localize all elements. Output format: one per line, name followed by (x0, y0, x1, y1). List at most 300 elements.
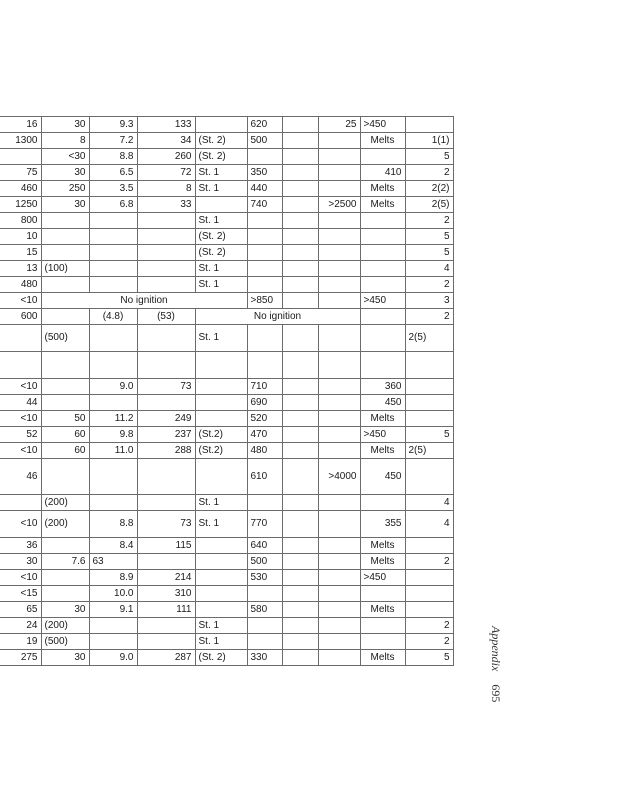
table-cell (137, 634, 195, 650)
table-cell: 4 (405, 495, 453, 511)
table-row (0, 165, 453, 181)
table-cell: >450 (360, 570, 405, 586)
table-cell (195, 352, 247, 379)
table-cell: 33 (137, 197, 195, 213)
table-cell: 2 (405, 618, 453, 634)
table-row (0, 411, 453, 427)
table-cell (137, 554, 195, 570)
table-cell (195, 554, 247, 570)
table-cell (318, 165, 360, 181)
table-cell: 60 (41, 443, 89, 459)
table-cell: 770 (247, 511, 282, 538)
table-row (0, 495, 453, 511)
table-cell: No ignition (41, 293, 247, 309)
table-cell: (500) (41, 325, 89, 352)
table-cell (282, 325, 318, 352)
table-cell (360, 309, 405, 325)
table-cell: 75 (0, 165, 41, 181)
table-cell (318, 427, 360, 443)
table-cell: 3.5 (89, 181, 137, 197)
table-cell: 30 (0, 554, 41, 570)
table-cell (282, 618, 318, 634)
table-row (0, 309, 453, 325)
table-cell (282, 570, 318, 586)
table-cell (41, 570, 89, 586)
table-cell: 65 (0, 602, 41, 618)
table-cell: 46 (0, 459, 41, 495)
table-cell: (St.2) (195, 427, 247, 443)
table-row (0, 245, 453, 261)
table-cell: <30 (41, 149, 89, 165)
table-cell: 34 (137, 133, 195, 149)
table-cell (137, 352, 195, 379)
table-cell: 310 (137, 586, 195, 602)
table-cell (195, 395, 247, 411)
table-cell: >450 (360, 293, 405, 309)
table-cell: 350 (247, 165, 282, 181)
table-cell (195, 602, 247, 618)
table-cell (89, 277, 137, 293)
table-cell: 5 (405, 149, 453, 165)
table-cell: (St. 2) (195, 245, 247, 261)
table-cell (360, 586, 405, 602)
table-cell: 3 (405, 293, 453, 309)
table-cell (89, 352, 137, 379)
table-cell: St. 1 (195, 181, 247, 197)
table-cell (318, 245, 360, 261)
table-cell: 440 (247, 181, 282, 197)
table-cell: 288 (137, 443, 195, 459)
table-cell (318, 511, 360, 538)
table-cell (318, 325, 360, 352)
table-cell (282, 352, 318, 379)
table-row (0, 511, 453, 538)
table-cell: 6.5 (89, 165, 137, 181)
table-cell (360, 618, 405, 634)
table-cell: 2(5) (405, 325, 453, 352)
table-cell: >2500 (318, 197, 360, 213)
table-cell (247, 213, 282, 229)
table-cell (318, 618, 360, 634)
table-cell: 2(2) (405, 181, 453, 197)
table-cell: 275 (0, 650, 41, 666)
table-cell (0, 325, 41, 352)
table-row (0, 229, 453, 245)
table-row (0, 459, 453, 495)
table-cell: 8.8 (89, 149, 137, 165)
table-cell (247, 495, 282, 511)
table-cell (41, 213, 89, 229)
table-cell: 530 (247, 570, 282, 586)
table-cell: 8.4 (89, 538, 137, 554)
table-cell (282, 117, 318, 133)
table-cell (282, 277, 318, 293)
table-cell (282, 650, 318, 666)
table-cell (318, 352, 360, 379)
table-cell: 249 (137, 411, 195, 427)
data-table-wrapper (0, 116, 454, 666)
table-cell: Melts (360, 411, 405, 427)
table-cell (282, 379, 318, 395)
table-cell (137, 277, 195, 293)
table-cell (282, 443, 318, 459)
page-footer (483, 626, 503, 726)
table-cell (318, 443, 360, 459)
table-cell (282, 495, 318, 511)
table-cell: (St. 2) (195, 229, 247, 245)
table-cell (360, 495, 405, 511)
table-cell: 8 (137, 181, 195, 197)
table-cell: Melts (360, 602, 405, 618)
table-cell: 1300 (0, 133, 41, 149)
table-row (0, 395, 453, 411)
table-cell: 73 (137, 379, 195, 395)
table-cell: <10 (0, 293, 41, 309)
table-cell: St. 1 (195, 634, 247, 650)
table-cell: 360 (360, 379, 405, 395)
table-cell: 50 (41, 411, 89, 427)
table-cell: Melts (360, 554, 405, 570)
table-cell (0, 149, 41, 165)
table-cell (137, 261, 195, 277)
table-cell: 260 (137, 149, 195, 165)
table-cell (282, 634, 318, 650)
table-row (0, 427, 453, 443)
table-cell: <10 (0, 443, 41, 459)
table-cell: 13 (0, 261, 41, 277)
table-row (0, 181, 453, 197)
table-cell: 450 (360, 395, 405, 411)
page-number: 695 (489, 684, 503, 703)
table-cell: <10 (0, 411, 41, 427)
table-cell (89, 634, 137, 650)
table-cell (318, 495, 360, 511)
table-cell (318, 650, 360, 666)
table-cell: 450 (360, 459, 405, 495)
table-cell (360, 352, 405, 379)
table-cell (360, 229, 405, 245)
table-cell (137, 618, 195, 634)
table-cell (318, 229, 360, 245)
table-cell (195, 379, 247, 395)
table-cell: 11.0 (89, 443, 137, 459)
table-cell (282, 149, 318, 165)
table-body (0, 117, 453, 666)
table-cell (247, 277, 282, 293)
table-cell: 237 (137, 427, 195, 443)
table-cell (318, 379, 360, 395)
table-cell (318, 411, 360, 427)
table-cell: <10 (0, 379, 41, 395)
table-cell (247, 149, 282, 165)
table-cell: 330 (247, 650, 282, 666)
table-cell: 640 (247, 538, 282, 554)
table-cell: <10 (0, 570, 41, 586)
table-cell (405, 352, 453, 379)
table-cell: <10 (0, 511, 41, 538)
table-cell (282, 213, 318, 229)
table-cell (41, 459, 89, 495)
table-cell: 740 (247, 197, 282, 213)
table-cell: 133 (137, 117, 195, 133)
table-cell: Melts (360, 133, 405, 149)
table-cell (282, 181, 318, 197)
table-cell: 470 (247, 427, 282, 443)
table-cell: (100) (41, 261, 89, 277)
table-cell: 30 (41, 117, 89, 133)
table-cell (318, 570, 360, 586)
table-cell: 111 (137, 602, 195, 618)
table-cell: >450 (360, 117, 405, 133)
table-cell: 9.8 (89, 427, 137, 443)
table-cell (360, 277, 405, 293)
table-cell (137, 213, 195, 229)
table-cell (89, 229, 137, 245)
table-cell: St. 1 (195, 213, 247, 229)
table-cell: 52 (0, 427, 41, 443)
table-cell (137, 325, 195, 352)
table-cell (195, 586, 247, 602)
table-cell (247, 352, 282, 379)
table-cell: 63 (89, 554, 137, 570)
table-cell: St. 1 (195, 618, 247, 634)
table-cell (41, 586, 89, 602)
table-cell: 7.2 (89, 133, 137, 149)
table-cell (318, 133, 360, 149)
table-cell: 19 (0, 634, 41, 650)
table-cell (318, 277, 360, 293)
table-cell (405, 586, 453, 602)
table-cell: 800 (0, 213, 41, 229)
table-cell: 16 (0, 117, 41, 133)
table-cell (405, 395, 453, 411)
table-cell: 2 (405, 213, 453, 229)
table-row (0, 586, 453, 602)
table-cell: >450 (360, 427, 405, 443)
table-cell (41, 352, 89, 379)
table-cell: 30 (41, 197, 89, 213)
table-row (0, 325, 453, 352)
table-cell (405, 411, 453, 427)
table-cell: 480 (0, 277, 41, 293)
table-cell (0, 352, 41, 379)
table-row (0, 650, 453, 666)
table-cell: 1(1) (405, 133, 453, 149)
table-cell: St. 1 (195, 277, 247, 293)
table-cell (195, 411, 247, 427)
table-cell (41, 277, 89, 293)
table-cell (247, 586, 282, 602)
table-cell (41, 379, 89, 395)
table-cell (405, 459, 453, 495)
table-cell: 30 (41, 650, 89, 666)
table-cell: St. 1 (195, 511, 247, 538)
running-footer (488, 626, 503, 726)
table-row (0, 133, 453, 149)
table-cell (405, 602, 453, 618)
table-row (0, 634, 453, 650)
table-cell: 115 (137, 538, 195, 554)
table-cell: 9.0 (89, 379, 137, 395)
table-cell: St. 1 (195, 165, 247, 181)
table-cell (318, 261, 360, 277)
table-cell (318, 602, 360, 618)
table-cell (318, 554, 360, 570)
table-cell: 8.8 (89, 511, 137, 538)
table-cell: Melts (360, 538, 405, 554)
table-cell (318, 634, 360, 650)
table-cell (360, 634, 405, 650)
table-cell (247, 245, 282, 261)
table-cell: (St. 2) (195, 650, 247, 666)
table-cell: (200) (41, 495, 89, 511)
table-cell: 355 (360, 511, 405, 538)
table-cell: 5 (405, 427, 453, 443)
table-cell: 4 (405, 261, 453, 277)
table-cell (195, 570, 247, 586)
table-cell (195, 117, 247, 133)
table-cell (318, 395, 360, 411)
table-cell: 214 (137, 570, 195, 586)
table-cell (247, 634, 282, 650)
table-cell: 5 (405, 229, 453, 245)
table-cell (360, 325, 405, 352)
table-cell: 6.8 (89, 197, 137, 213)
table-cell (360, 149, 405, 165)
table-cell: 2 (405, 165, 453, 181)
table-row (0, 352, 453, 379)
table-cell: >850 (247, 293, 282, 309)
table-cell (282, 293, 318, 309)
table-row (0, 618, 453, 634)
table-cell (282, 261, 318, 277)
table-cell (282, 554, 318, 570)
table-cell (282, 229, 318, 245)
table-cell: 1250 (0, 197, 41, 213)
table-cell (247, 618, 282, 634)
table-cell (360, 261, 405, 277)
table-cell: 2(5) (405, 197, 453, 213)
table-cell: 44 (0, 395, 41, 411)
table-cell (41, 229, 89, 245)
table-cell (282, 165, 318, 181)
table-cell (137, 495, 195, 511)
table-cell (41, 395, 89, 411)
table-cell (137, 245, 195, 261)
table-cell (405, 117, 453, 133)
table-cell (89, 495, 137, 511)
table-row (0, 213, 453, 229)
table-cell: 4 (405, 511, 453, 538)
table-cell (89, 459, 137, 495)
table-cell (282, 602, 318, 618)
table-cell: 9.0 (89, 650, 137, 666)
table-cell: (200) (41, 618, 89, 634)
table-cell: 60 (41, 427, 89, 443)
table-cell: (4.8) (89, 309, 137, 325)
table-cell: 500 (247, 133, 282, 149)
table-row (0, 117, 453, 133)
table-cell (282, 245, 318, 261)
table-cell: 2 (405, 634, 453, 650)
table-cell: 15 (0, 245, 41, 261)
table-cell (282, 586, 318, 602)
table-cell (41, 245, 89, 261)
table-cell (360, 245, 405, 261)
table-cell: 2 (405, 277, 453, 293)
table-cell (137, 459, 195, 495)
table-cell (282, 133, 318, 149)
table-row (0, 379, 453, 395)
table-cell: 11.2 (89, 411, 137, 427)
table-cell (89, 395, 137, 411)
table-cell: Melts (360, 197, 405, 213)
table-cell: No ignition (195, 309, 360, 325)
table-row (0, 197, 453, 213)
table-cell: 2 (405, 554, 453, 570)
table-cell (247, 229, 282, 245)
table-cell: 25 (318, 117, 360, 133)
table-cell (318, 213, 360, 229)
table-cell (282, 411, 318, 427)
table-cell (89, 325, 137, 352)
table-cell: (500) (41, 634, 89, 650)
table-cell (89, 261, 137, 277)
table-cell: 30 (41, 165, 89, 181)
table-cell (282, 511, 318, 538)
table-cell (89, 245, 137, 261)
table-cell (318, 293, 360, 309)
table-cell: 600 (0, 309, 41, 325)
table-cell (405, 379, 453, 395)
table-cell: 580 (247, 602, 282, 618)
table-cell: 7.6 (41, 554, 89, 570)
table-cell (247, 261, 282, 277)
table-cell: 36 (0, 538, 41, 554)
table-cell: 460 (0, 181, 41, 197)
table-cell: (53) (137, 309, 195, 325)
table-cell: 72 (137, 165, 195, 181)
table-cell: 520 (247, 411, 282, 427)
table-cell: St. 1 (195, 495, 247, 511)
table-cell (0, 495, 41, 511)
table-cell: 480 (247, 443, 282, 459)
table-cell: 8.9 (89, 570, 137, 586)
table-cell: 24 (0, 618, 41, 634)
table-cell: 8 (41, 133, 89, 149)
table-cell (282, 197, 318, 213)
table-cell (89, 618, 137, 634)
table-cell: 610 (247, 459, 282, 495)
table-cell: 710 (247, 379, 282, 395)
table-cell (405, 570, 453, 586)
table-cell (318, 538, 360, 554)
table-cell: 250 (41, 181, 89, 197)
table-cell (137, 229, 195, 245)
table-cell: 500 (247, 554, 282, 570)
table-row (0, 554, 453, 570)
table-cell: 410 (360, 165, 405, 181)
table-cell (137, 395, 195, 411)
table-cell (282, 538, 318, 554)
table-cell: 10.0 (89, 586, 137, 602)
table-row (0, 149, 453, 165)
table-cell (247, 325, 282, 352)
table-cell (282, 427, 318, 443)
table-cell: <15 (0, 586, 41, 602)
table-cell (318, 586, 360, 602)
table-cell (41, 309, 89, 325)
